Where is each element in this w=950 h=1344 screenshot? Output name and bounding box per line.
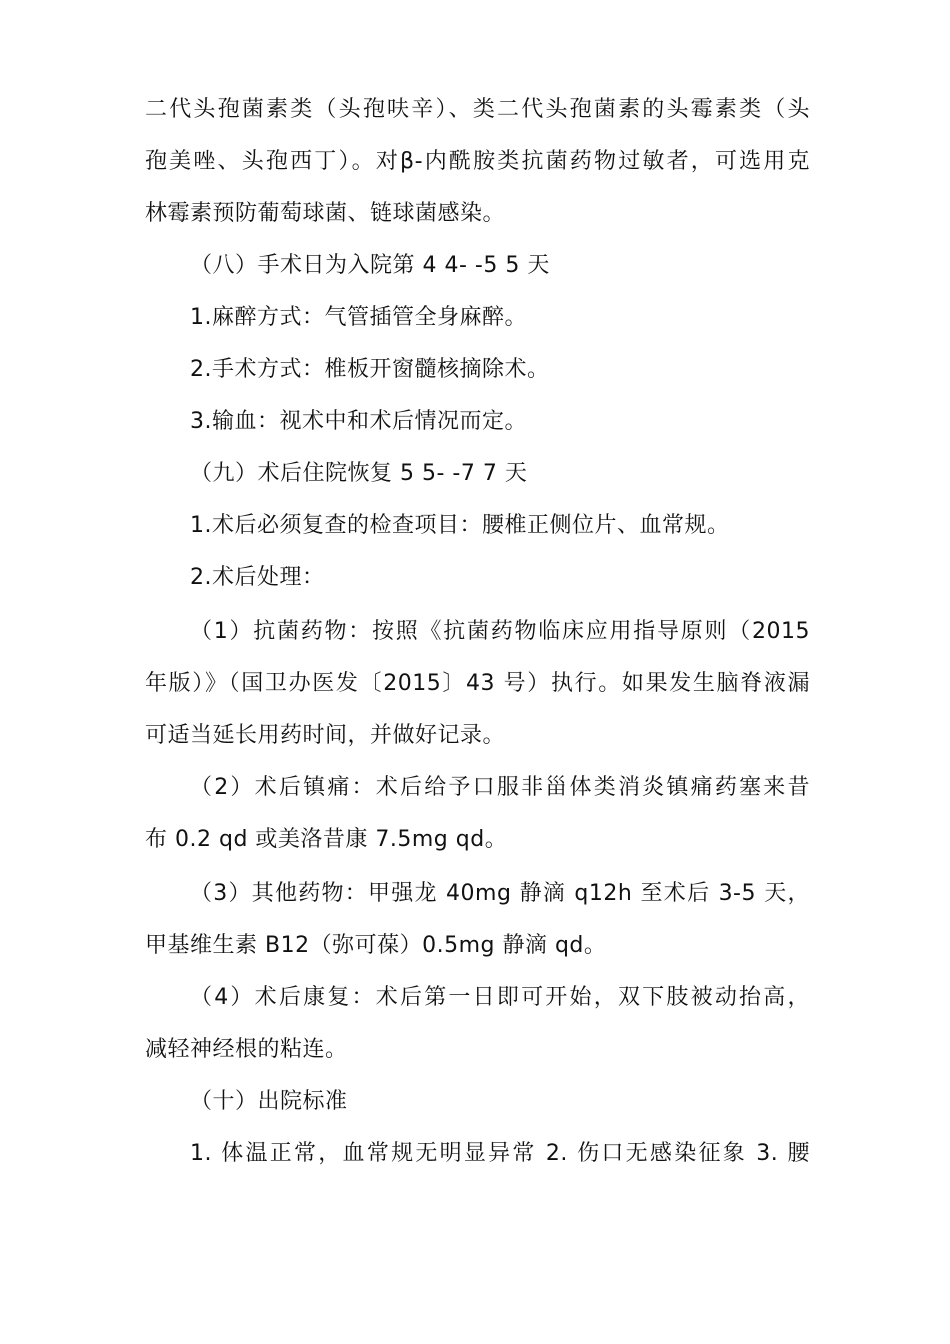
list-item: 2.术后处理： [190, 565, 325, 590]
list-item: （2）术后镇痛：术后给予口服非甾体类消炎镇痛药塞来昔 [190, 775, 810, 800]
section-heading: （十）出院标准 [190, 1089, 348, 1114]
list-item: 1.麻醉方式：气管插管全身麻醉。 [190, 305, 527, 330]
list-item: （3）其他药物：甲强龙 40mg 静滴 q12h 至术后 3-5 天， [190, 881, 810, 906]
list-item: 1. 体温正常，血常规无明显异常 2. 伤口无感染征象 3. 腰 [190, 1141, 810, 1166]
list-item: （1）抗菌药物：按照《抗菌药物临床应用指导原则（2015 [190, 619, 810, 644]
body-text-line: 二代头孢菌素类（头孢呋辛）、类二代头孢菌素的头霉素类（头 [145, 97, 810, 122]
body-text-line: 林霉素预防葡萄球菌、链球菌感染。 [145, 201, 506, 226]
list-item: （4）术后康复：术后第一日即可开始，双下肢被动抬高， [190, 985, 810, 1010]
body-text-line: 可适当延长用药时间，并做好记录。 [145, 723, 506, 748]
body-text-line: 甲基维生素 B12（弥可葆）0.5mg 静滴 qd。 [145, 933, 607, 958]
body-text-line: 减轻神经根的粘连。 [145, 1037, 348, 1062]
section-heading: （八）手术日为入院第 4 4- -5 5 天 [190, 253, 550, 278]
section-heading: （九）术后住院恢复 5 5- -7 7 天 [190, 461, 528, 486]
list-item: 3.输血：视术中和术后情况而定。 [190, 409, 527, 434]
body-text-line: 孢美唑、头孢西丁）。对β-内酰胺类抗菌药物过敏者，可选用克 [145, 149, 810, 174]
body-text-line: 布 0.2 qd 或美洛昔康 7.5mg qd。 [145, 827, 508, 852]
list-item: 2.手术方式：椎板开窗髓核摘除术。 [190, 357, 550, 382]
list-item: 1.术后必须复查的检查项目：腰椎正侧位片、血常规。 [190, 513, 730, 538]
body-text-line: 年版）》（国卫办医发〔2015〕43 号）执行。如果发生脑脊液漏 [145, 671, 810, 696]
